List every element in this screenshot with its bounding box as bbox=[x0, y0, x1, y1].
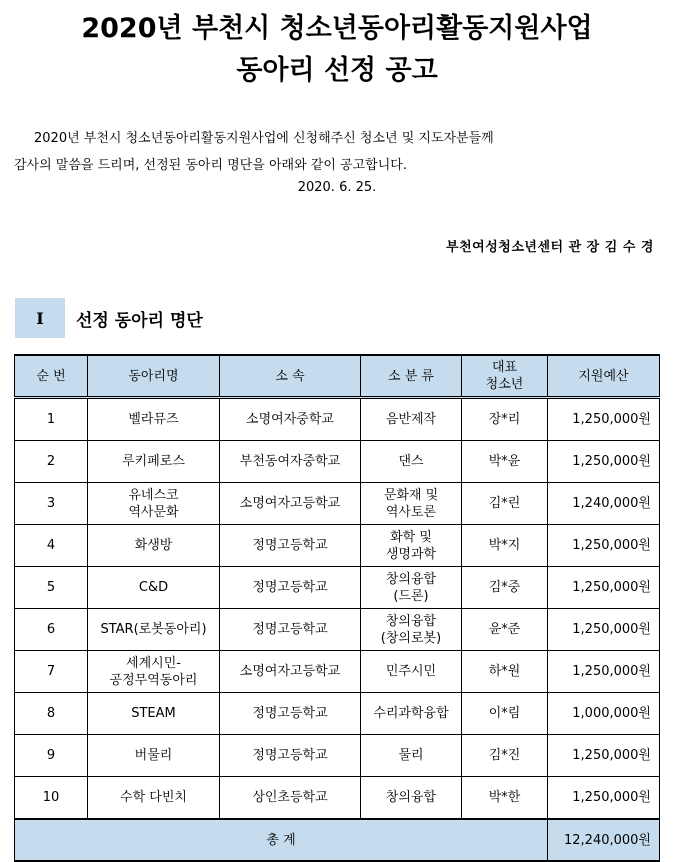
cell-representative: 윤*준 bbox=[462, 609, 548, 651]
cell-budget: 1,000,000원 bbox=[548, 693, 660, 735]
cell-affiliation: 정명고등학교 bbox=[220, 567, 361, 609]
cell-representative: 박*윤 bbox=[462, 441, 548, 483]
cell-budget: 1,250,000원 bbox=[548, 525, 660, 567]
cell-no: 6 bbox=[15, 609, 88, 651]
table-row bbox=[15, 483, 660, 525]
cell-budget: 1,250,000원 bbox=[548, 567, 660, 609]
cell-category: 민주시민 bbox=[361, 651, 462, 693]
header-affiliation: 소 속 bbox=[220, 355, 361, 398]
cell-affiliation: 소명여자고등학교 bbox=[220, 651, 361, 693]
cell-budget: 1,240,000원 bbox=[548, 483, 660, 525]
cell-category: 물리 bbox=[361, 735, 462, 777]
intro-line1: 2020년 부천시 청소년동아리활동지원사업에 신청해주신 청소년 및 지도자분들께 bbox=[34, 131, 494, 146]
cell-budget: 1,250,000원 bbox=[548, 777, 660, 820]
cell-no: 3 bbox=[15, 483, 88, 525]
header-representative: 대표 청소년 bbox=[462, 355, 548, 398]
table-header-row bbox=[15, 355, 660, 398]
cell-club-name: STEAM bbox=[88, 693, 220, 735]
cell-club-name: 벨라뮤즈 bbox=[88, 398, 220, 441]
cell-club-name: 화생방 bbox=[88, 525, 220, 567]
cell-club-name: 버물리 bbox=[88, 735, 220, 777]
cell-representative: 김*린 bbox=[462, 483, 548, 525]
total-value: 12,240,000원 bbox=[548, 819, 660, 861]
cell-no: 9 bbox=[15, 735, 88, 777]
cell-affiliation: 정명고등학교 bbox=[220, 735, 361, 777]
cell-club-name: STAR(로봇동아리) bbox=[88, 609, 220, 651]
cell-club-name: 수학 다빈치 bbox=[88, 777, 220, 820]
table-row bbox=[15, 525, 660, 567]
table-row bbox=[15, 777, 660, 820]
table-row bbox=[15, 398, 660, 441]
total-row bbox=[15, 819, 660, 861]
cell-no: 5 bbox=[15, 567, 88, 609]
cell-representative: 박*지 bbox=[462, 525, 548, 567]
cell-no: 2 bbox=[15, 441, 88, 483]
cell-budget: 1,250,000원 bbox=[548, 735, 660, 777]
header-no: 순 번 bbox=[15, 355, 88, 398]
section-number-box: I bbox=[15, 298, 65, 338]
cell-representative: 이*림 bbox=[462, 693, 548, 735]
cell-representative: 하*원 bbox=[462, 651, 548, 693]
cell-club-name: 세계시민- 공정무역동아리 bbox=[88, 651, 220, 693]
cell-affiliation: 정명고등학교 bbox=[220, 693, 361, 735]
cell-no: 10 bbox=[15, 777, 88, 820]
intro-paragraph bbox=[14, 125, 660, 179]
table-row bbox=[15, 441, 660, 483]
cell-affiliation: 소명여자고등학교 bbox=[220, 483, 361, 525]
cell-club-name: 루키페로스 bbox=[88, 441, 220, 483]
cell-category: 음반제작 bbox=[361, 398, 462, 441]
cell-club-name: 유네스코 역사문화 bbox=[88, 483, 220, 525]
cell-budget: 1,250,000원 bbox=[548, 651, 660, 693]
cell-budget: 1,250,000원 bbox=[548, 398, 660, 441]
cell-affiliation: 소명여자중학교 bbox=[220, 398, 361, 441]
cell-club-name: C&D bbox=[88, 567, 220, 609]
cell-no: 8 bbox=[15, 693, 88, 735]
cell-category: 창의융합 (드론) bbox=[361, 567, 462, 609]
header-club-name: 동아리명 bbox=[88, 355, 220, 398]
notice-title-line2: 동아리 선정 공고 bbox=[236, 55, 438, 86]
cell-no: 7 bbox=[15, 651, 88, 693]
issuing-organization: 부천여성청소년센터 관 장 김 수 경 bbox=[446, 240, 654, 255]
table-row bbox=[15, 567, 660, 609]
cell-category: 창의융합 (창의로봇) bbox=[361, 609, 462, 651]
notice-date: 2020. 6. 25. bbox=[297, 180, 377, 195]
table-row bbox=[15, 735, 660, 777]
header-budget: 지원예산 bbox=[548, 355, 660, 398]
cell-category: 문화재 및 역사토론 bbox=[361, 483, 462, 525]
cell-category: 댄스 bbox=[361, 441, 462, 483]
cell-affiliation: 부천동여자중학교 bbox=[220, 441, 361, 483]
table-row bbox=[15, 609, 660, 651]
cell-budget: 1,250,000원 bbox=[548, 441, 660, 483]
intro-line2: 감사의 말씀을 드리며, 선정된 동아리 명단을 아래와 같이 공고합니다. bbox=[14, 158, 407, 173]
cell-category: 창의융합 bbox=[361, 777, 462, 820]
cell-category: 수리과학융합 bbox=[361, 693, 462, 735]
cell-budget: 1,250,000원 bbox=[548, 609, 660, 651]
header-category: 소 분 류 bbox=[361, 355, 462, 398]
cell-representative: 박*한 bbox=[462, 777, 548, 820]
cell-category: 화학 및 생명과학 bbox=[361, 525, 462, 567]
cell-no: 4 bbox=[15, 525, 88, 567]
table-row bbox=[15, 651, 660, 693]
cell-representative: 김*진 bbox=[462, 735, 548, 777]
cell-affiliation: 정명고등학교 bbox=[220, 525, 361, 567]
total-label: 총 계 bbox=[15, 819, 548, 861]
cell-affiliation: 상인초등학교 bbox=[220, 777, 361, 820]
selected-clubs-table bbox=[14, 354, 660, 862]
cell-no: 1 bbox=[15, 398, 88, 441]
cell-representative: 장*리 bbox=[462, 398, 548, 441]
cell-representative: 김*중 bbox=[462, 567, 548, 609]
notice-title-line1: 2020년 부천시 청소년동아리활동지원사업 bbox=[81, 13, 593, 44]
cell-affiliation: 정명고등학교 bbox=[220, 609, 361, 651]
section-title: 선정 동아리 명단 bbox=[76, 311, 203, 331]
table-row bbox=[15, 693, 660, 735]
